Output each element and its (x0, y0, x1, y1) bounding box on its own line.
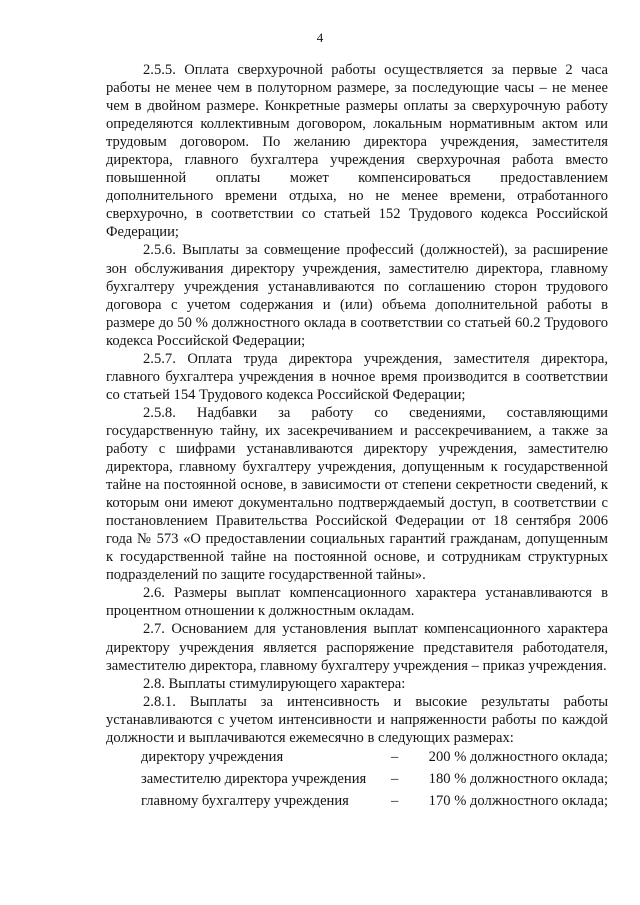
paragraph-2-7: 2.7. Основанием для установления выплат компенсационного характера директору учреждения является распоряжение представителя работодателя, заместителю директора, главному бухгалтеру учреждения – приказ учреждения. (106, 621, 608, 674)
rate-dash: – (391, 770, 399, 787)
paragraph-2-8-1: 2.8.1. Выплаты за интенсивность и высокие результаты работы устанавливаются с учетом интенсивности и напряженности работы по каждой должности и выплачиваются ежемесячно в следующих размерах: (106, 693, 608, 746)
rate-row-deputy-director (106, 770, 608, 792)
rate-row-chief-accountant (106, 792, 608, 814)
rate-dash: – (391, 792, 399, 809)
rate-value: 170 % должностного оклада; (428, 792, 608, 809)
paragraph-2-5-7: 2.5.7. Оплата труда директора учреждения, заместителя директора, главного бухгалтера учреждения в ночное время производится в соответствии со статьей 154 Трудового кодекса Российской Федерации; (106, 350, 608, 403)
rate-value: 200 % должностного оклада; (428, 748, 608, 765)
rate-row-director (106, 748, 608, 770)
rate-position: главному бухгалтеру учреждения (141, 792, 349, 809)
paragraph-2-5-5: 2.5.5. Оплата сверхурочной работы осуществляется за первые 2 часа работы не менее чем в полуторном размере, за последующие часы – не менее чем в двойном размере. Конкретные размеры оплаты за сверхурочную работу определяются коллективным договором, локальным нормативным актом или трудовым договором. По желанию директора учреждения, заместителя директора, главного бухгалтера учреждения сверхурочная работа вместо повышенной оплаты может компенсироваться предоставлением дополнительного времени отдыха, но не менее времени, отработанного сверхурочно, в соответствии со статьей 152 Трудового кодекса Российской Федерации; (106, 62, 608, 241)
rates-list (106, 748, 608, 814)
page-number: 4 (316, 30, 324, 45)
paragraph-2-5-8: 2.5.8. Надбавки за работу со сведениями, составляющими государственную тайну, их засекречиванием и рассекречиванием, а также за работу с шифрами устанавливаются директору учреждения, заместителю директора, главному бухгалтеру учреждения, допущенным к государственной тайне на постоянной основе, в зависимости от степени секретности сведений, к которым они имеют документально подтверждаемый доступ, в соответствии с постановлением Правительства Российской Федерации от 18 сентября 2006 года № 573 «О предоставлении социальных гарантий гражданам, допущенным к государственной тайне на постоянной основе, и сотрудникам структурных подразделений по защите государственной тайны». (106, 404, 608, 584)
rate-position: заместителю директора учреждения (141, 770, 367, 787)
document-body (106, 61, 608, 814)
rate-position: директору учреждения (141, 748, 284, 765)
paragraph-2-6: 2.6. Размеры выплат компенсационного характера устанавливаются в процентном отношении к должностным окладам. (106, 585, 608, 620)
rate-value: 180 % должностного оклада; (428, 770, 608, 787)
paragraph-2-5-6: 2.5.6. Выплаты за совмещение профессий (должностей), за расширение зон обслуживания директору учреждения, заместителю директора, главному бухгалтеру учреждения устанавливаются по соглашению сторон трудового договора с учетом содержания и (или) объема дополнительной работы в размере до 50 % должностного оклада в соответствии со статьей 60.2 Трудового кодекса Российской Федерации; (106, 242, 608, 349)
paragraph-2-8: 2.8. Выплаты стимулирующего характера: (143, 675, 406, 692)
rate-dash: – (391, 748, 399, 765)
